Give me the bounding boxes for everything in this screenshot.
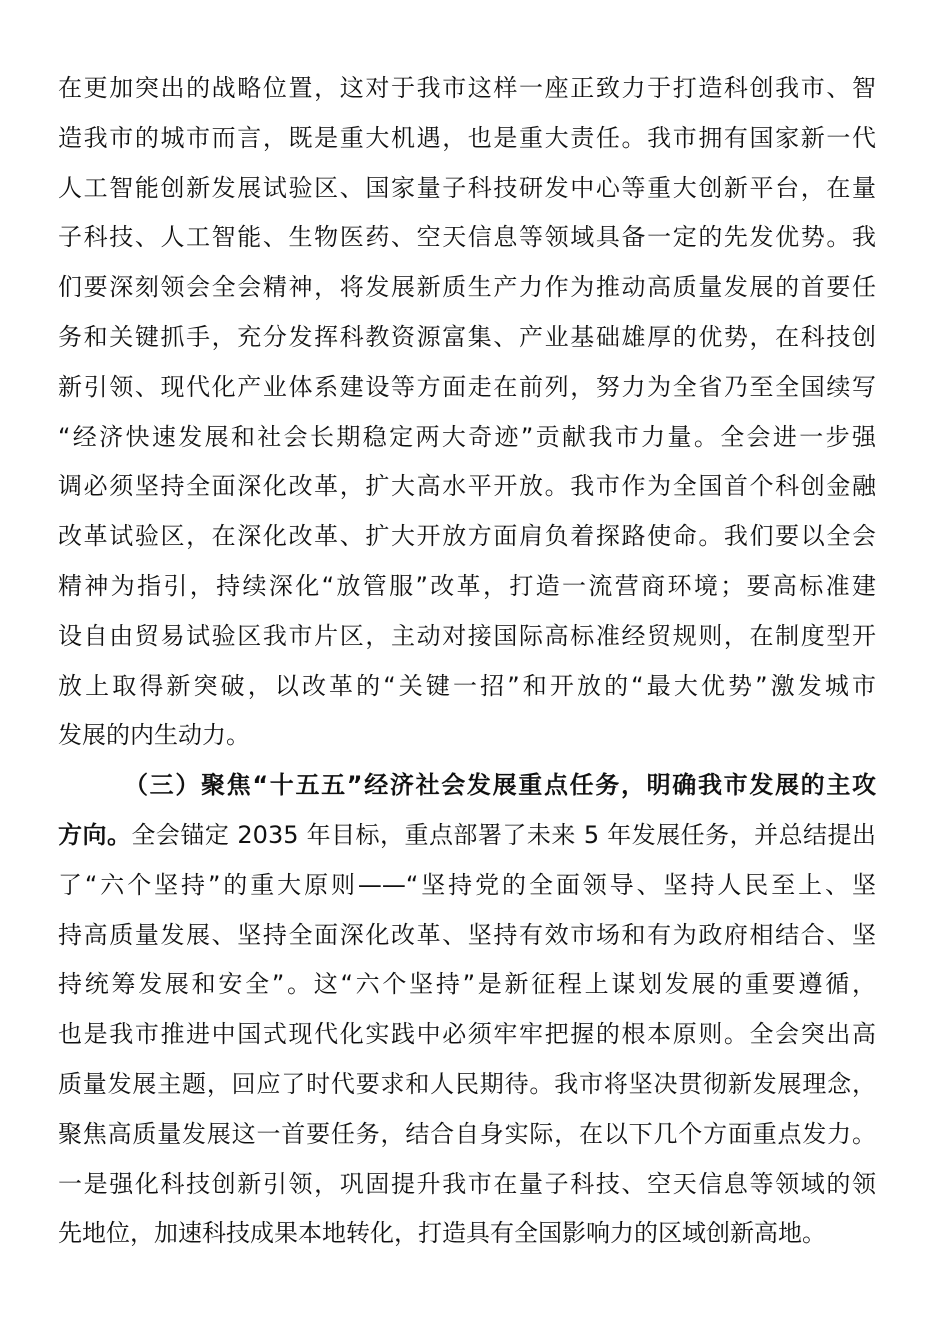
text-line: 也是我市推进中国式现代化实践中必须牢牢把握的根本原则。全会突出高 [58, 1020, 876, 1049]
text-line: 设自由贸易试验区我市片区，主动对接国际高标准经贸规则，在制度型开 [58, 621, 876, 650]
text-line: 精神为指引，持续深化“放管服”改革，打造一流营商环境；要高标准建 [58, 571, 876, 600]
paragraph-body-1 [58, 64, 876, 761]
text-line: 放上取得新突破，以改革的“关键一招”和开放的“最大优势”激发城市 [58, 671, 876, 700]
document-page [58, 64, 876, 1259]
text-line: 在更加突出的战略位置，这对于我市这样一座正致力于打造科创我市、智 [58, 74, 876, 102]
text-line: 一是强化科技创新引领，巩固提升我市在量子科技、空天信息等领域的领 [58, 1169, 876, 1198]
text-line: 聚焦高质量发展这一首要任务，结合自身实际，在以下几个方面重点发力。 [58, 1119, 876, 1148]
text-line: 们要深刻领会全会精神，将发展新质生产力作为推动高质量发展的首要任 [58, 273, 876, 302]
text-line: 改革试验区，在深化改革、扩大开放方面肩负着探路使命。我们要以全会 [58, 522, 876, 551]
text-line: 造我市的城市而言，既是重大机遇，也是重大责任。我市拥有国家新一代 [58, 123, 876, 152]
section-heading: （三）聚焦“十五五”经济社会发展重点任务，明确我市发展的主攻 [124, 771, 876, 800]
text-line: 调必须坚持全面深化改革，扩大高水平开放。我市作为全国首个科创金融 [58, 472, 876, 501]
text-line: 发展的内生动力。 [58, 721, 250, 750]
text-line: 子科技、人工智能、生物医药、空天信息等领域具备一定的先发优势。我 [58, 223, 876, 252]
text-line: 持统筹发展和安全”。这“六个坚持”是新征程上谋划发展的重要遵循， [58, 970, 876, 999]
text-line: 新引领、现代化产业体系建设等方面走在前列，努力为全省乃至全国续写 [58, 372, 876, 401]
text-line: 质量发展主题，回应了时代要求和人民期待。我市将坚决贯彻新发展理念， [58, 1069, 876, 1098]
section-heading-continuation [58, 811, 876, 861]
text-line: 了“六个坚持”的重大原则——“坚持党的全面领导、坚持人民至上、坚 [58, 870, 876, 899]
text-line: 务和关键抓手，充分发挥科教资源富集、产业基础雄厚的优势，在科技创 [58, 322, 876, 351]
text-line: 持高质量发展、坚持全面深化改革、坚持有效市场和有为政府相结合、坚 [58, 920, 876, 949]
section-heading-end: 方向。 [58, 820, 132, 849]
text-line: “经济快速发展和社会长期稳定两大奇迹”贡献我市力量。全会进一步强 [58, 422, 876, 451]
text-segment: 全会锚定 2035 年目标，重点部署了未来 5 年发展任务，并总结提出 [131, 820, 876, 849]
text-line: 人工智能创新发展试验区、国家量子科技研发中心等重大创新平台，在量 [58, 173, 876, 202]
text-line: 先地位，加速科技成果本地转化，打造具有全国影响力的区域创新高地。 [58, 1219, 826, 1248]
paragraph-section-3 [58, 761, 876, 1259]
